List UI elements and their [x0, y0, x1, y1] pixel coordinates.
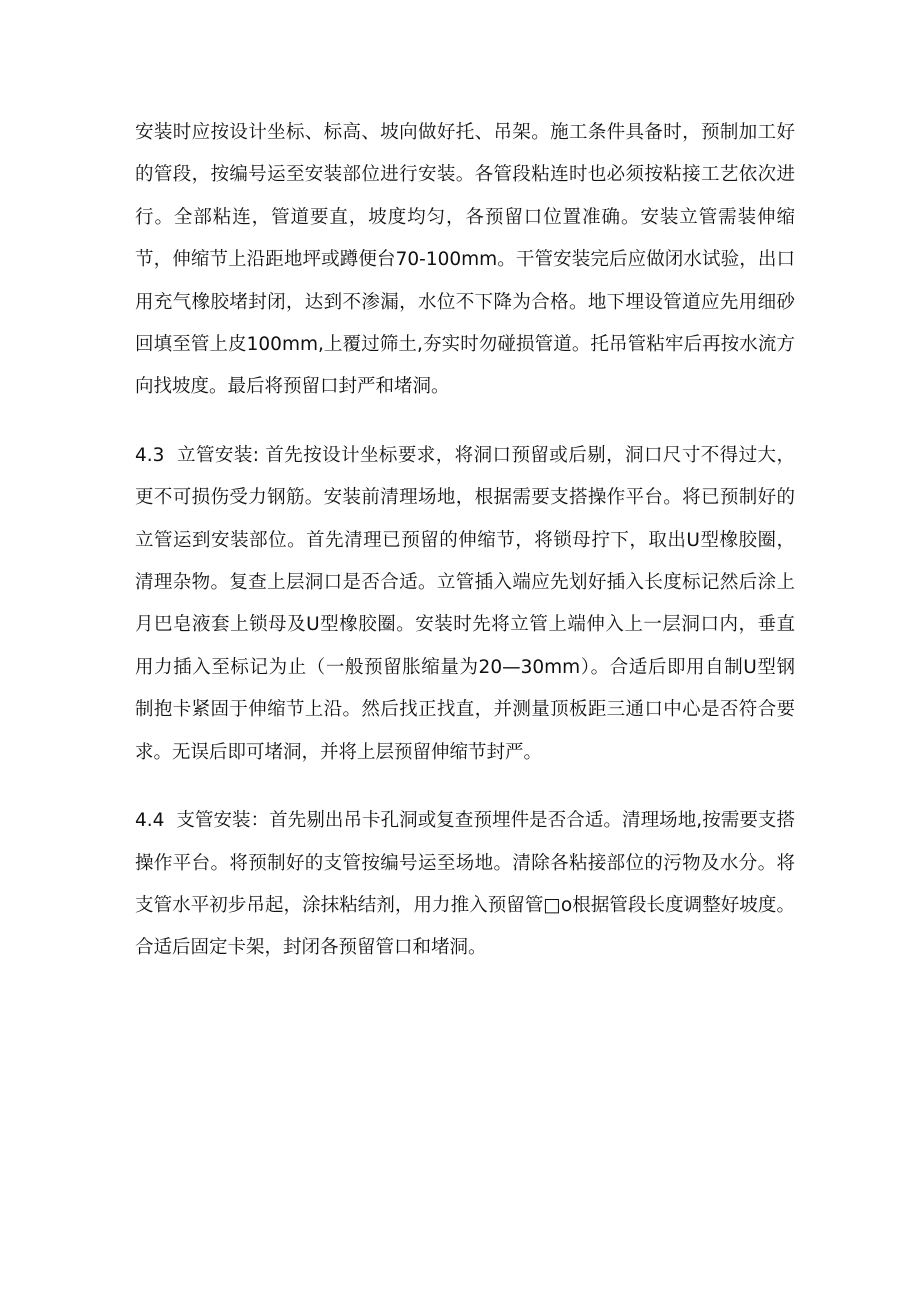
paragraph-text: 安装时应按设计坐标、标高、坡向做好托、吊架。施工条件具备时，预制加工好的管段，按编号运至安装部位进行安装。各管段粘连时也必须按粘接工艺依次进行。全部粘连，管道要直，坡度均匀，各预留口位置准确。安装立管需装伸缩节，伸缩节上沿距地坪或蹲便台70-100mm。干管安装完后应做闭水试验，出口用充气橡胶堵封闭，达到不渗漏，水位不下降为合格。地下埋设管道应先用细砂回填至管上皮100mm,上覆过筛土,夯实时勿碰损管道。托吊管粘牢后再按水流方向找坡度。最后将预留口封严和堵洞。 — [135, 122, 795, 398]
section-number: 4.4 — [135, 810, 165, 832]
paragraph-text: 首先剔出吊卡孔洞或复查预埋件是否合适。清理场地,按需要支搭操作平台。将预制好的支管按编号运至场地。清除各粘接部位的污物及水分。将支管水平初步吊起，涂抹粘结剂，用力推入预留管□o根据管段长度调整好坡度。合适后固定卡架，封闭各预留管口和堵洞。 — [135, 810, 795, 959]
paragraph-installation-general — [135, 112, 795, 409]
document-body — [135, 112, 795, 970]
section-title: 支管安装： — [176, 810, 270, 832]
paragraph-text: 首先按设计坐标要求，将洞口预留或后剔，洞口尺寸不得过大，更不可损伤受力钢筋。安装前清理场地，根据需要支搭操作平台。将已预制好的立管运到安装部位。首先清理已预留的伸缩节，将锁母拧下，取出U型橡胶圈，清理杂物。复查上层洞口是否合适。立管插入端应先划好插入长度标记然后涂上月巴皂液套上锁母及U型橡胶圈。安装时先将立管上端伸入上一层洞口内，垂直用力插入至标记为止（一般预留胀缩量为20—30mm）。合适后即用自制U型钢制抱卡紧固于伸缩节上沿。然后找正找直，并测量顶板距三通口中心是否符合要求。无误后即可堵洞，并将上层预留伸缩节封严。 — [135, 444, 795, 763]
paragraph-riser-installation — [135, 435, 795, 774]
section-title: 立管安装: — [177, 444, 260, 466]
paragraph-branch-installation — [135, 800, 795, 970]
section-number: 4.3 — [135, 444, 165, 466]
